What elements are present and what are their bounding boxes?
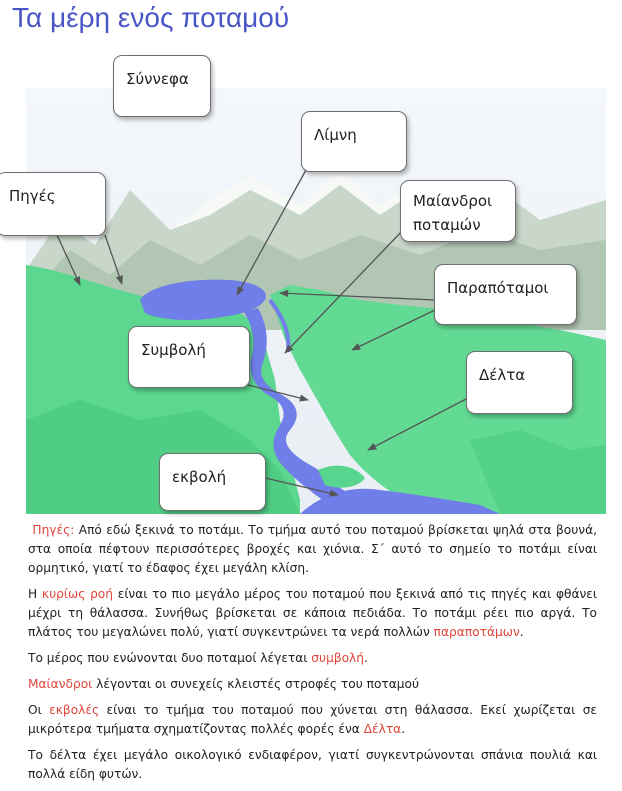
paragraph-ecology: Το δέλτα έχει μεγάλο οικολογικό ενδιαφέρον, γιατί συγκεντρώνονται σπάνια πουλιά και πολλά είδη φυτών.	[28, 748, 597, 781]
text-segment: .	[519, 625, 524, 639]
label-meanders	[400, 180, 516, 242]
term-confluence: συμβολή	[311, 651, 364, 665]
paragraph-sources-text: Από εδώ ξεκινά το ποτάμι. Το τμήμα αυτό του ποταμού βρίσκεται ψηλά στα βουνά, στα οποία πέφτουν περισσότερες βροχές και χιόνια. Σ΄ αυτό το σημείο το ποτάμι είναι ορμητικό, γιατί το έδαφος έχει μεγάλη κλίση.	[28, 523, 597, 575]
paragraph-sources	[28, 521, 597, 578]
label-meanders-line1: Μαίανδροι	[413, 192, 493, 210]
label-clouds: Σύννεφα	[113, 55, 211, 117]
label-confluence: Συμβολή	[128, 326, 250, 388]
paragraph-meanders	[28, 675, 597, 694]
paragraph-confluence	[28, 649, 597, 668]
term-sources: Πηγές:	[32, 523, 75, 537]
label-tributaries: Παραπόταμοι	[434, 264, 577, 325]
text-segment: είναι το πιο μεγάλο μέρος του ποταμού που ξεκινά από τις πηγές και φθάνει μέχρι τη θάλασσα. Συνήθως βρίσκεται σε κάποια πεδιάδα. Το ποτάμι ρέει πιο αργά. Το πλάτος του μεγαλώνει πολύ, γιατί συγκεντρώνει τα νερά πολλών	[28, 587, 597, 639]
term-tributaries: παραποτάμων	[433, 625, 520, 639]
text-segment: Το μέρος που ενώνονται δυο ποταμοί λέγεται	[28, 651, 312, 665]
term-meanders: Μαίανδροι	[28, 677, 93, 691]
text-segment: Οι	[28, 703, 50, 717]
text-segment: λέγονται οι συνεχείς κλειστές στροφές του ποταμού	[92, 677, 420, 691]
label-mouth: εκβολή	[159, 453, 266, 511]
term-delta: Δέλτα	[363, 722, 402, 736]
text-segment: .	[364, 651, 368, 665]
label-sources: Πηγές	[0, 172, 106, 236]
page-title: Τα μέρη ενός ποταμού	[12, 2, 290, 33]
term-mouth: εκβολές	[49, 703, 100, 717]
description-text	[28, 521, 597, 791]
label-meanders-line2: ποταμών	[413, 216, 481, 234]
label-lake: Λίμνη	[301, 111, 407, 172]
text-segment: .	[401, 722, 406, 736]
paragraph-mouth	[28, 701, 597, 739]
term-main-flow: κυρίως ροή	[41, 587, 113, 601]
text-segment: είναι το τμήμα του ποταμού που χύνεται στη θάλασσα. Εκεί χωρίζεται σε μικρότερα τμήματα σχηματίζοντας πολλές φορές ένα	[28, 703, 598, 736]
paragraph-main-flow	[28, 585, 597, 642]
text-segment: Η	[28, 587, 42, 601]
label-delta: Δέλτα	[466, 351, 573, 414]
